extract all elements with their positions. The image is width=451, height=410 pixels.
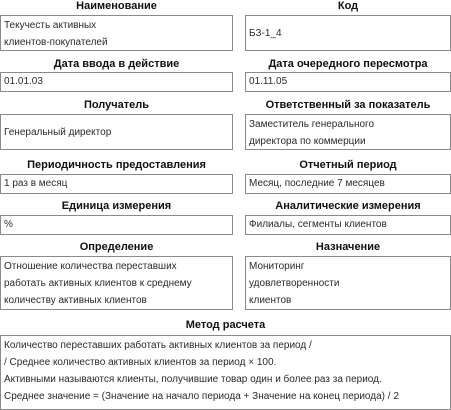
- recipient-value: Генеральный директор: [4, 127, 112, 138]
- start-date-field: [0, 72, 233, 92]
- unit-label: Единица измерения: [61, 200, 172, 212]
- dimensions-field: [245, 215, 451, 235]
- name-label: Наименование: [76, 0, 157, 12]
- start-date-label: Дата ввода в действие: [53, 58, 180, 70]
- frequency-value: 1 раз в месяц: [4, 178, 68, 189]
- method-line-1: Количество переставших работать активных клиентов за период /: [4, 340, 312, 351]
- review-date-field: [245, 72, 451, 92]
- code-field: [245, 15, 451, 51]
- code-label: Код: [337, 0, 359, 12]
- period-label: Отчетный период: [299, 159, 397, 171]
- dimensions-value: Филиалы, сегменты клиентов: [249, 219, 387, 230]
- method-line-4: Среднее значение = (Значение на начало периода + Значение на конец периода) / 2: [4, 391, 399, 402]
- frequency-field: [0, 174, 233, 194]
- name-field: [0, 15, 233, 51]
- unit-field: [0, 215, 233, 235]
- purpose-line-3: клиентов: [249, 295, 292, 306]
- definition-line-1: Отношение количества переставших: [4, 261, 177, 272]
- frequency-label: Периодичность предоставления: [27, 159, 206, 171]
- purpose-field: [245, 256, 451, 310]
- responsible-label: Ответственный за показатель: [265, 99, 431, 111]
- name-line-1: Текучесть активных: [4, 20, 97, 31]
- review-date-value: 01.11.05: [249, 76, 288, 87]
- definition-line-3: количеству активных клиентов: [4, 295, 147, 306]
- responsible-line-1: Заместитель генерального: [249, 119, 375, 130]
- definition-field: [0, 256, 233, 310]
- purpose-line-1: Мониторинг: [249, 261, 305, 272]
- recipient-label: Получатель: [83, 99, 150, 111]
- method-field: [0, 335, 451, 410]
- recipient-field: [0, 114, 233, 150]
- responsible-field: [245, 114, 451, 150]
- purpose-line-2: удовлетворенности: [249, 278, 340, 289]
- review-date-label: Дата очередного пересмотра: [268, 58, 428, 70]
- purpose-label: Назначение: [315, 241, 381, 253]
- definition-label: Определение: [79, 241, 154, 253]
- period-value: Месяц, последние 7 месяцев: [249, 178, 385, 189]
- method-label: Метод расчета: [185, 319, 266, 331]
- method-line-3: Активными называются клиенты, получившие товар один и более раз за период.: [4, 374, 382, 385]
- code-value: БЗ-1_4: [249, 28, 282, 39]
- definition-line-2: работать активных клиентов к среднему: [4, 278, 192, 289]
- responsible-line-2: директора по коммерции: [249, 136, 366, 147]
- unit-value: %: [4, 219, 13, 230]
- name-line-2: клиентов-покупателей: [4, 37, 108, 48]
- dimensions-label: Аналитические измерения: [275, 200, 421, 212]
- start-date-value: 01.01.03: [4, 76, 43, 87]
- method-line-2: / Среднее количество активных клиентов за период × 100.: [4, 357, 277, 368]
- period-field: [245, 174, 451, 194]
